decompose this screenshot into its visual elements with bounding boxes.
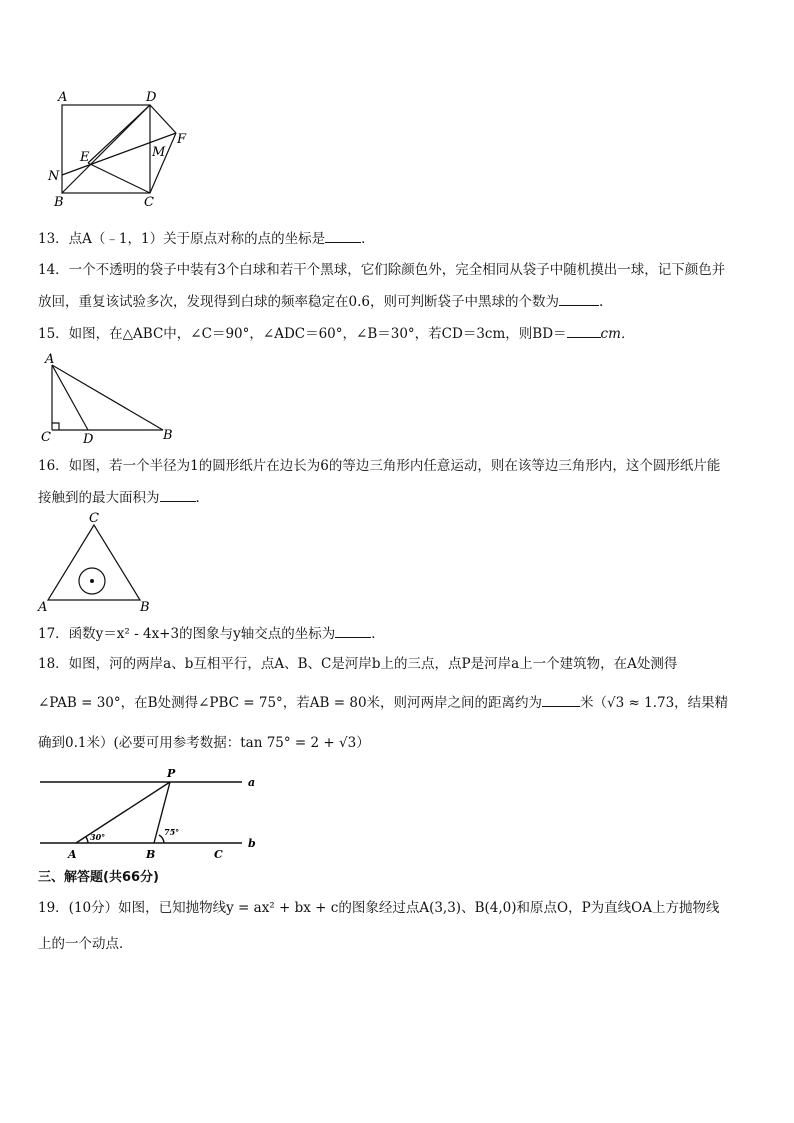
q19-line2: 上的一个动点．	[38, 936, 133, 952]
label-C: C	[41, 430, 51, 445]
label-C: C	[89, 511, 99, 526]
label-N: N	[48, 169, 60, 184]
q13-text: 13．点A（﹣1，1）关于原点对称的点的坐标是	[38, 231, 326, 247]
question-16-line2	[38, 487, 209, 508]
angle-75: 75°	[164, 827, 180, 837]
label-B: B	[146, 848, 156, 861]
q18-line1: 18．如图，河的两岸a、b互相平行，点A、B、C是河岸b上的三点，点P是河岸a上一个建筑物，在A处测得	[38, 656, 678, 672]
label-E: E	[80, 150, 90, 165]
label-D: D	[83, 432, 94, 445]
label-B: B	[54, 195, 64, 210]
figure-square	[40, 85, 200, 210]
question-18-line2	[38, 692, 728, 713]
question-15	[38, 323, 634, 344]
q16-answer-blank[interactable]	[160, 487, 196, 502]
label-C: C	[144, 195, 154, 210]
q17-text: 17．函数y＝x² - 4x+3的图象与y轴交点的坐标为	[38, 626, 336, 642]
q19-line1: 19．(10分）如图，已知抛物线y = ax² + bx + c的图象经过点A(3,3)、B(4,0)和原点O，P为直线OA上方抛物线	[38, 900, 720, 916]
q14-tail: .	[598, 294, 604, 310]
q15-unit: cm．	[600, 326, 635, 342]
q18-line2b: 米（√3 ≈ 1.73，结果精	[580, 695, 729, 711]
label-C: C	[214, 848, 223, 861]
q18-line3: 确到0.1米）(必要可用参考数据：tan 75° = 2 + √3）	[38, 735, 370, 751]
q16-line2: 接触到的最大面积为	[38, 490, 160, 506]
label-B: B	[140, 600, 150, 615]
q16-tail: ．	[195, 490, 209, 506]
q18-answer-blank[interactable]	[542, 692, 580, 707]
label-a: a	[248, 776, 256, 789]
question-17	[38, 623, 385, 644]
label-b: b	[248, 837, 256, 850]
label-P: P	[167, 767, 176, 780]
q13-answer-blank[interactable]	[325, 228, 361, 243]
q17-answer-blank[interactable]	[335, 623, 371, 638]
q14-line2: 放回，重复该试验多次，发现得到白球的频率稳定在0.6，则可判断袋子中黑球的个数为	[38, 294, 559, 310]
question-13	[38, 228, 375, 249]
label-D: D	[146, 90, 157, 105]
label-B: B	[163, 428, 173, 443]
section-title: 三、解答题(共66分)	[38, 870, 159, 885]
q18-line2a: ∠PAB = 30°，在B处测得∠PBC = 75°，若AB = 80米，则河两岸之间的距离约为	[38, 695, 543, 711]
label-A: A	[45, 352, 55, 367]
q15-text: 15．如图，在△ABC中，∠C＝90°，∠ADC＝60°，∠B＝30°，若CD＝3cm，则BD＝	[38, 326, 567, 342]
q16-line1: 16．如图，若一个半径为1的圆形纸片在边长为6的等边三角形内任意运动，则在该等边三角形内，这个圆形纸片能	[38, 458, 721, 474]
figure-river	[34, 765, 274, 865]
q13-tail: ．	[361, 231, 375, 247]
question-14-line2	[38, 291, 603, 312]
label-A: A	[38, 600, 48, 615]
label-A: A	[68, 848, 77, 861]
q15-answer-blank[interactable]	[567, 323, 601, 338]
q14-line1: 14．一个不透明的袋子中装有3个白球和若干个黑球，它们除颜色外，完全相同从袋子中随机摸出一球，记下颜色并	[38, 262, 726, 278]
q14-answer-blank[interactable]	[559, 291, 599, 306]
angle-30: 30°	[90, 832, 106, 842]
label-F: F	[177, 132, 187, 147]
label-A: A	[58, 90, 68, 105]
q17-tail: ．	[371, 626, 385, 642]
figure-right-triangle	[36, 350, 186, 445]
label-M: M	[152, 145, 166, 160]
figure-equilateral-triangle	[34, 510, 164, 615]
